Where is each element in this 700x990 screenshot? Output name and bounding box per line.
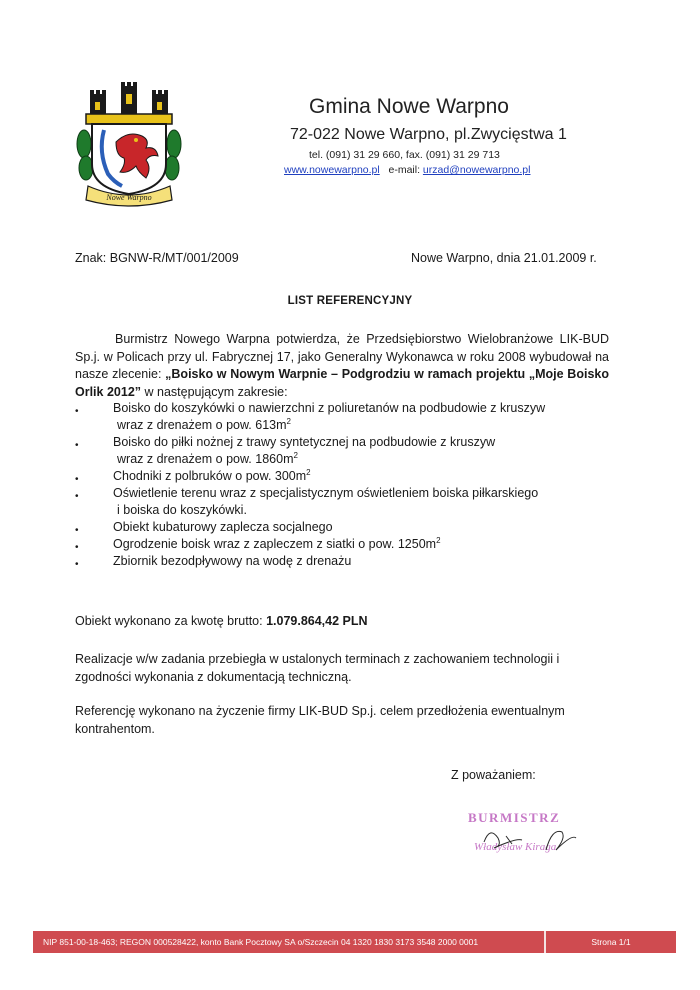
intro-paragraph — [75, 331, 609, 401]
closing-regards: Z poważaniem: — [451, 768, 536, 782]
scope-item-continuation — [113, 502, 635, 519]
scope-item-text: Boisko do piłki nożnej z trawy syntetycznej na podbudowie z kruszyw — [113, 435, 496, 449]
scope-item-continuation-text: i boiska do koszykówki. — [117, 503, 247, 517]
scope-item-text: Oświetlenie terenu wraz z specjalistycznym oświetleniem boiska piłkarskiego — [113, 486, 539, 500]
document-date: Nowe Warpno, dnia 21.01.2009 r. — [411, 251, 597, 265]
area-unit-superscript: 2 — [286, 416, 291, 426]
scope-list-item — [75, 536, 635, 553]
scope-item-continuation-text: wraz z drenażem o pow. 613m — [117, 418, 287, 432]
scope-item-text: Chodniki z polbruków o pow. 300m — [113, 469, 307, 483]
area-unit-superscript: 2 — [306, 467, 311, 477]
bullet-icon: • — [75, 440, 79, 451]
intro-project-name: „Boisko w Nowym Warpnie – Podgrodziu w ramach projektu „Moje Boisko Orlik 2012” — [75, 367, 609, 399]
organization-phone-fax: tel. (091) 31 29 660, fax. (091) 31 29 713 — [309, 149, 500, 161]
scope-item-text: Obiekt kubaturowy zaplecza socjalnego — [113, 520, 333, 534]
scope-list-item — [75, 519, 635, 536]
scope-list — [75, 400, 635, 570]
price-label: Obiekt wykonano za kwotę brutto: — [75, 614, 267, 628]
footer-page-number: Strona 1/1 — [591, 937, 631, 947]
scope-list-item — [75, 468, 635, 485]
scope-list-item — [75, 485, 635, 519]
organization-name: Gmina Nowe Warpno — [309, 95, 509, 118]
price-amount: 1.079.864,42 PLN — [266, 614, 368, 628]
organization-address: 72-022 Nowe Warpno, pl.Zwycięstwa 1 — [290, 126, 567, 143]
crest-banner-text: Nowe Warpno — [106, 193, 152, 202]
scope-item-text: Ogrodzenie boisk wraz z zapleczem z siatki o pow. 1250m — [113, 537, 437, 551]
bullet-icon: • — [75, 525, 79, 536]
stamp-title: BURMISTRZ — [468, 810, 561, 825]
bullet-icon: • — [75, 406, 79, 417]
document-title — [0, 295, 700, 307]
area-unit-superscript: 2 — [293, 450, 298, 460]
document-title-text: LIST REFERENCYJNY — [287, 295, 413, 307]
scope-item-continuation-text: wraz z drenażem o pow. 1860m — [117, 452, 294, 466]
organization-web-email — [284, 164, 530, 176]
scope-list-item — [75, 553, 635, 570]
bullet-icon: • — [75, 559, 79, 570]
website-link[interactable]: www.nowewarpno.pl — [284, 164, 380, 176]
handwritten-signature — [476, 820, 586, 860]
stamp-name: Władysław Kiraga — [474, 841, 557, 853]
scope-item-text: Boisko do koszykówki o nawierzchni z poliuretanów na podbudowie z kruszyw — [113, 401, 546, 415]
coat-of-arms-logo — [76, 82, 182, 208]
scope-list-item — [75, 434, 635, 468]
price-line — [75, 614, 368, 628]
bullet-icon: • — [75, 491, 79, 502]
bullet-icon: • — [75, 474, 79, 485]
intro-text-before: Burmistrz Nowego Warpna potwierdza, że Przedsiębiorstwo Wielobranżowe LIK-BUD Sp.j. w Policach przy ul. Fabrycznej 17, jako Generalny Wykonawca w roku 2008 wybudował na nasze zlecenie: — [75, 332, 609, 381]
scope-item-continuation — [113, 417, 635, 434]
reference-number: Znak: BGNW-R/MT/001/2009 — [75, 251, 239, 265]
bullet-icon: • — [75, 542, 79, 553]
email-link[interactable]: urzad@nowewarpno.pl — [422, 164, 531, 176]
reference-purpose-paragraph: Referencję wykonano na życzenie firmy LIK-BUD Sp.j. celem przedłożenia ewentualnym kontrahentom. — [75, 704, 565, 736]
scope-item-continuation — [113, 451, 635, 468]
footer-company-info: NIP 851-00-18-463; REGON 000528422, konto Bank Pocztowy SA o/Szczecin 04 1320 1830 3173 3548 2000 0001 — [43, 937, 479, 947]
area-unit-superscript: 2 — [436, 535, 441, 545]
execution-paragraph: Realizacje w/w zadania przebiegła w ustalonych terminach z zachowaniem technologii i zgodności wykonania z dokumentacją techniczną. — [75, 652, 560, 684]
footer-bar — [33, 931, 676, 953]
scope-item-text: Zbiornik bezodpływowy na wodę z drenażu — [113, 554, 352, 568]
email-label: e-mail: — [388, 164, 420, 176]
scope-list-item — [75, 400, 635, 434]
intro-text-after: w następującym zakresie: — [141, 384, 288, 399]
